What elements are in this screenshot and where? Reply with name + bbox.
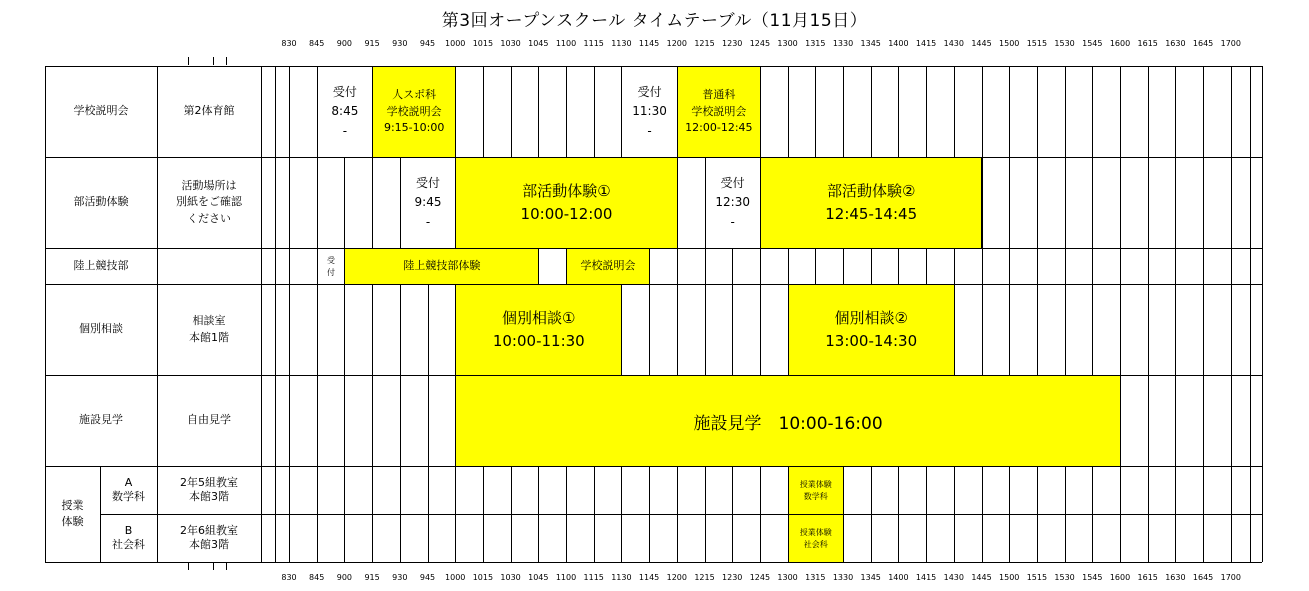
time-tick-label-top: 1215 xyxy=(694,39,715,48)
row-border xyxy=(45,284,1262,285)
row-sub-text: B 社会科 xyxy=(112,523,145,551)
row-place-text: 活動場所は 別紙をご確認 ください xyxy=(176,178,242,225)
column-border xyxy=(261,66,262,562)
time-tick-label-bottom: 1600 xyxy=(1109,573,1131,582)
time-tick-label-bottom: 1415 xyxy=(915,573,937,582)
row-sub-b xyxy=(100,514,157,562)
time-tick-label-top: 1130 xyxy=(611,39,632,48)
time-gridline xyxy=(1148,66,1149,562)
event-text: 受付 8:45 - xyxy=(331,85,359,138)
time-tick-label-top: 1500 xyxy=(999,39,1020,48)
time-tick-label-top: 1330 xyxy=(832,39,854,48)
row-border xyxy=(45,562,1262,563)
event-text: 施設見学 10:00-16:00 xyxy=(693,413,883,434)
tick-mark xyxy=(213,57,214,65)
time-tick-label-bottom: 1115 xyxy=(583,573,604,582)
time-gridline xyxy=(289,66,290,562)
time-tick-label-bottom: 1145 xyxy=(638,573,660,582)
time-tick-label-bottom: 1330 xyxy=(832,573,854,582)
time-tick-label-top: 1000 xyxy=(445,39,466,48)
time-tick-label-bottom: 1700 xyxy=(1220,573,1241,582)
time-tick-label-top: 1700 xyxy=(1220,39,1241,48)
time-tick-label-bottom: 1515 xyxy=(1026,573,1048,582)
time-tick-label-bottom: 1015 xyxy=(472,573,494,582)
time-tick-label-top: 1300 xyxy=(777,39,798,48)
row-label-rikujo xyxy=(45,248,157,284)
time-gridline xyxy=(1231,66,1232,562)
time-tick-label-top: 1415 xyxy=(915,39,937,48)
time-tick-label-bottom: 1615 xyxy=(1137,573,1158,582)
time-tick-label-top: 1230 xyxy=(722,39,743,48)
event-jugyo-shakai xyxy=(788,514,844,563)
time-tick-label-bottom: 1030 xyxy=(500,573,521,582)
event-jugyo-sugaku xyxy=(788,466,844,515)
time-tick-label-bottom: 1130 xyxy=(611,573,632,582)
time-tick-label-bottom: 1215 xyxy=(694,573,715,582)
row-place-text: 自由見学 xyxy=(187,413,231,427)
time-gridline xyxy=(1120,66,1121,562)
time-tick-label-top: 1200 xyxy=(666,39,687,48)
time-tick-label-bottom: 1000 xyxy=(445,573,466,582)
event-bukatsu-2 xyxy=(760,157,983,249)
time-tick-label-top: 945 xyxy=(419,39,436,48)
time-tick-label-top: 1530 xyxy=(1054,39,1075,48)
event-text: 受 付 xyxy=(327,256,336,277)
row-place-text: 第2体育館 xyxy=(183,104,235,118)
row-place-rikujo xyxy=(157,248,261,284)
row-label-text: 個別相談 xyxy=(79,322,123,336)
event-futsu-setsumei xyxy=(677,66,761,158)
row-label-text: 授業 体験 xyxy=(61,498,84,528)
time-tick-label-top: 1445 xyxy=(971,39,992,48)
event-text: 授業体験 数学科 xyxy=(799,480,832,501)
tick-mark xyxy=(213,562,214,570)
event-rikujo-taiken xyxy=(344,248,539,285)
row-place-text: 2年5組教室 本館3階 xyxy=(180,475,238,503)
tick-mark xyxy=(188,57,189,65)
time-gridline xyxy=(275,66,276,562)
time-tick-label-bottom: 1300 xyxy=(777,573,798,582)
event-kobetsu-1 xyxy=(455,284,622,376)
time-gridline xyxy=(1037,66,1038,562)
event-text: 部活動体験① 10:00-12:00 xyxy=(520,181,613,223)
event-text: 人スポ科 学校説明会 9:15-10:00 xyxy=(383,88,445,135)
event-uketsuke-bukatsu-1 xyxy=(400,157,456,249)
time-tick-label-top: 1145 xyxy=(638,39,660,48)
event-text: 個別相談① 10:00-11:30 xyxy=(492,308,585,350)
row-label-text: 学校説明会 xyxy=(73,104,129,118)
event-text: 授業体験 社会科 xyxy=(799,528,832,549)
time-tick-label-top: 1600 xyxy=(1109,39,1131,48)
time-tick-label-bottom: 1200 xyxy=(666,573,687,582)
time-tick-label-bottom: 1645 xyxy=(1192,573,1214,582)
time-tick-label-top: 900 xyxy=(336,39,353,48)
row-sub-a xyxy=(100,466,157,514)
time-tick-label-top: 1100 xyxy=(555,39,577,48)
time-tick-label-bottom: 1430 xyxy=(943,573,964,582)
time-gridline xyxy=(1065,66,1066,562)
time-tick-label-top: 1545 xyxy=(1082,39,1103,48)
time-tick-label-top: 1645 xyxy=(1192,39,1214,48)
row-label-text: 施設見学 xyxy=(79,413,123,427)
column-border xyxy=(100,466,101,562)
time-gridline xyxy=(1203,66,1204,562)
event-jinsupo-setsumei xyxy=(372,66,456,158)
time-tick-label-bottom: 1345 xyxy=(860,573,881,582)
time-tick-label-bottom: 1230 xyxy=(722,573,743,582)
event-uketsuke-rikujo xyxy=(317,248,346,285)
event-text: 陸上競技部体験 xyxy=(403,259,481,273)
column-border xyxy=(157,66,158,562)
tick-mark xyxy=(188,562,189,570)
time-tick-label-top: 830 xyxy=(281,39,297,48)
column-border xyxy=(1262,66,1263,562)
page-title: 第3回オープンスクール タイムテーブル（11月15日） xyxy=(441,11,868,31)
row-place-bukatsu xyxy=(157,157,261,248)
row-label-shisetsu xyxy=(45,375,157,466)
time-tick-label-top: 845 xyxy=(309,39,325,48)
time-tick-label-top: 1115 xyxy=(583,39,604,48)
event-kobetsu-2 xyxy=(788,284,955,376)
time-tick-label-top: 1615 xyxy=(1137,39,1158,48)
event-text: 普通科 学校説明会 12:00-12:45 xyxy=(685,88,753,135)
time-tick-label-bottom: 830 xyxy=(281,573,297,582)
time-gridline xyxy=(1009,66,1010,562)
event-uketsuke-setsumei-2 xyxy=(621,66,677,158)
event-text: 学校説明会 xyxy=(580,259,636,273)
time-tick-label-top: 1245 xyxy=(749,39,771,48)
row-place-kobetsu xyxy=(157,284,261,375)
event-text: 部活動体験② 12:45-14:45 xyxy=(825,181,918,223)
row-label-jugyo xyxy=(45,466,100,562)
time-tick-label-top: 915 xyxy=(364,39,380,48)
event-text: 受付 11:30 - xyxy=(632,85,667,138)
row-place-jugyo-b xyxy=(157,514,261,562)
time-tick-label-bottom: 945 xyxy=(419,573,436,582)
event-uketsuke-setsumei-1 xyxy=(317,66,373,158)
time-tick-label-bottom: 1445 xyxy=(971,573,992,582)
time-tick-label-bottom: 1545 xyxy=(1082,573,1103,582)
event-text: 個別相談② 13:00-14:30 xyxy=(825,308,918,350)
time-tick-label-bottom: 1245 xyxy=(749,573,771,582)
time-tick-label-bottom: 1630 xyxy=(1165,573,1186,582)
column-border xyxy=(45,66,46,562)
tick-mark xyxy=(226,57,227,65)
time-tick-label-bottom: 1500 xyxy=(999,573,1020,582)
time-gridline xyxy=(1092,66,1093,562)
row-label-text: 部活動体験 xyxy=(73,195,129,209)
row-label-bukatsu xyxy=(45,157,157,248)
time-tick-label-top: 1045 xyxy=(528,39,549,48)
time-gridline xyxy=(982,66,983,562)
time-tick-label-top: 1430 xyxy=(943,39,964,48)
event-uketsuke-bukatsu-2 xyxy=(705,157,761,249)
time-tick-label-bottom: 1100 xyxy=(555,573,577,582)
row-label-kobetsu xyxy=(45,284,157,375)
row-sub-text: A 数学科 xyxy=(112,475,145,503)
time-tick-label-bottom: 1045 xyxy=(528,573,549,582)
time-tick-label-bottom: 845 xyxy=(309,573,325,582)
time-gridline xyxy=(1250,66,1251,562)
row-place-text: 相談室 本館1階 xyxy=(189,314,229,344)
event-shisetsu-kengaku xyxy=(455,375,1121,467)
time-tick-label-top: 1315 xyxy=(805,39,826,48)
time-tick-label-top: 1030 xyxy=(500,39,521,48)
row-place-text: 2年6組教室 本館3階 xyxy=(180,523,238,551)
time-tick-label-bottom: 1315 xyxy=(805,573,826,582)
time-tick-label-top: 930 xyxy=(392,39,408,48)
tick-mark xyxy=(226,562,227,570)
event-text: 受付 9:45 - xyxy=(414,176,442,229)
time-tick-label-bottom: 930 xyxy=(392,573,408,582)
row-place-shisetsu xyxy=(157,375,261,466)
time-tick-label-top: 1015 xyxy=(472,39,494,48)
event-rikujo-setsumei xyxy=(566,248,650,285)
row-place-setsumei xyxy=(157,66,261,157)
row-label-setsumei xyxy=(45,66,157,157)
event-text: 受付 12:30 - xyxy=(715,176,750,229)
time-tick-label-bottom: 915 xyxy=(364,573,380,582)
event-bukatsu-1 xyxy=(455,157,678,249)
row-label-text: 陸上競技部 xyxy=(73,258,129,272)
time-tick-label-top: 1345 xyxy=(860,39,881,48)
time-tick-label-top: 1400 xyxy=(888,39,909,48)
time-tick-label-bottom: 900 xyxy=(336,573,353,582)
row-place-jugyo-a xyxy=(157,466,261,514)
time-tick-label-top: 1630 xyxy=(1165,39,1186,48)
time-tick-label-top: 1515 xyxy=(1026,39,1048,48)
time-gridline xyxy=(1175,66,1176,562)
time-tick-label-bottom: 1530 xyxy=(1054,573,1075,582)
time-tick-label-bottom: 1400 xyxy=(888,573,909,582)
